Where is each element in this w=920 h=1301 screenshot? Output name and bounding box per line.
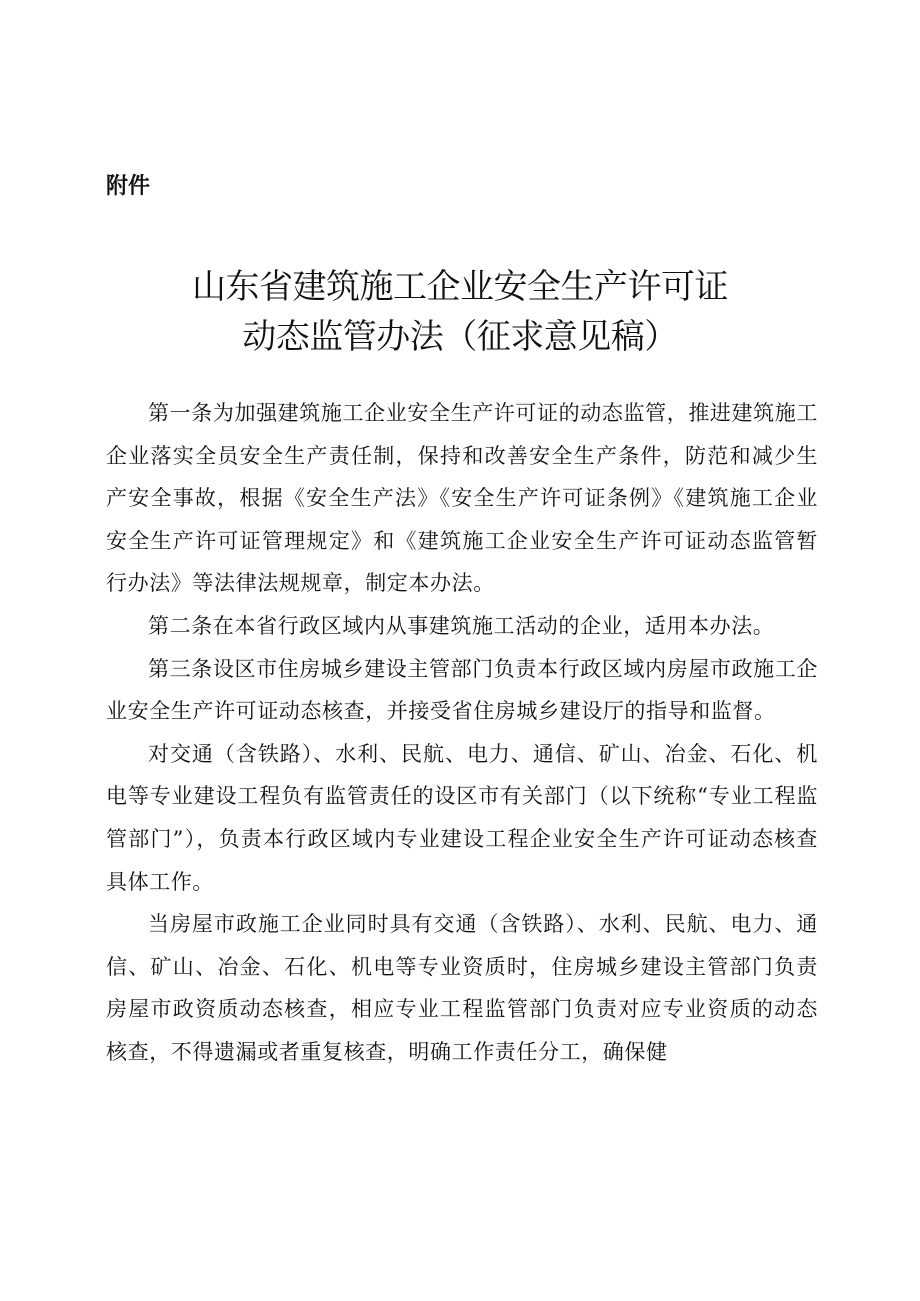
title-line-1: 山东省建筑施工企业安全生产许可证 bbox=[192, 267, 728, 307]
document-title bbox=[0, 262, 920, 362]
title-line-2: 动态监管办法（征求意见稿） bbox=[242, 317, 678, 357]
paragraph-article-1: 第一条为加强建筑施工企业安全生产许可证的动态监管，推进建筑施工企业落实全员安全生产责任制，保持和改善安全生产条件，防范和减少生产安全事故，根据《安全生产法》《安全生产许可证条例》《建筑施工企业安全生产许可证管理规定》和《建筑施工企业安全生产许可证动态监管暂行办法》等法律法规规章，制定本办法。 bbox=[106, 401, 818, 596]
document-body bbox=[106, 392, 818, 1074]
paragraph-article-3-dual-qualification: 当房屋市政施工企业同时具有交通（含铁路）、水利、民航、电力、通信、矿山、冶金、石化、机电等专业资质时，住房城乡建设主管部门负责房屋市政资质动态核查，相应专业工程监管部门负责对应专业资质的动态核查，不得遗漏或者重复核查，明确工作责任分工，确保健 bbox=[106, 912, 818, 1064]
paragraph-article-3: 第三条设区市住房城乡建设主管部门负责本行政区域内房屋市政施工企业安全生产许可证动态核查，并接受省住房城乡建设厅的指导和监督。 bbox=[106, 656, 818, 724]
paragraph-article-2: 第二条在本省行政区域内从事建筑施工活动的企业，适用本办法。 bbox=[148, 613, 775, 638]
paragraph-article-3-professional: 对交通（含铁路）、水利、民航、电力、通信、矿山、冶金、石化、机电等专业建设工程负有监管责任的设区市有关部门（以下统称“专业工程监管部门”），负责本行政区域内专业建设工程企业安全生产许可证动态核查具体工作。 bbox=[106, 741, 818, 894]
annex-label: 附件 bbox=[106, 174, 151, 199]
